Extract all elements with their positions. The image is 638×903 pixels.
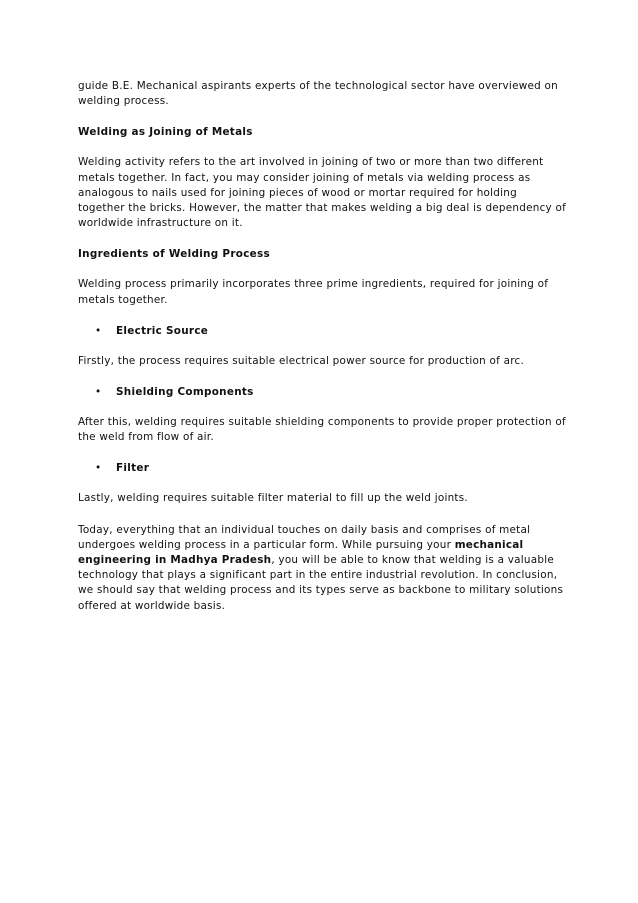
bullet-icon: • (95, 324, 102, 337)
section-paragraph (78, 277, 578, 307)
bullet-icon: • (95, 386, 102, 399)
bullet-item (78, 324, 578, 339)
bullet-title: Electric Source (116, 324, 209, 337)
text-line: Firstly, the process requires suitable electrical power source for production of arc. (78, 354, 525, 367)
bullet-paragraph (78, 415, 578, 445)
intro-paragraph (78, 79, 578, 109)
text-line: metals together. (78, 293, 168, 306)
section-paragraph (78, 155, 578, 231)
bullet-title: Filter (116, 462, 150, 475)
bullet-item (78, 385, 578, 400)
keyword-link-text: mechanical (454, 538, 524, 551)
text-line: technology that plays a significant part in the entire industrial revolution. In conclusion, (78, 569, 558, 582)
text-line: Today, everything that an individual touches on daily basis and comprises of metal (78, 523, 531, 536)
text-line (78, 538, 578, 553)
section-heading: Welding as Joining of Metals (78, 126, 253, 139)
text-span: undergoes welding process in a particular form. While pursuing your (78, 538, 455, 551)
keyword-link-text: engineering in Madhya Pradesh (78, 554, 272, 567)
text-line: we should say that welding process and its types serve as backbone to military solutions (78, 584, 564, 597)
text-line: together the bricks. However, the matter that makes welding a big deal is dependency of (78, 202, 567, 215)
text-line: offered at worldwide basis. (78, 599, 226, 612)
bullet-item (78, 461, 578, 476)
text-line: worldwide infrastructure on it. (78, 217, 243, 230)
section-heading: Ingredients of Welding Process (78, 248, 270, 261)
text-line: After this, welding requires suitable shielding components to provide proper protection of (78, 416, 566, 429)
closing-paragraph (78, 523, 578, 614)
text-line: Welding activity refers to the art involved in joining of two or more than two different (78, 156, 544, 169)
text-line: the weld from flow of air. (78, 431, 214, 444)
bullet-title: Shielding Components (116, 386, 254, 399)
text-line: Lastly, welding requires suitable filter material to fill up the weld joints. (78, 492, 468, 505)
text-line: welding process. (78, 95, 169, 108)
text-line: analogous to nails used for joining pieces of wood or mortar required for holding (78, 186, 517, 199)
text-span: , you will be able to know that welding is a valuable (271, 554, 555, 567)
text-line (78, 553, 578, 568)
bullet-paragraph (78, 491, 578, 506)
text-line: guide B.E. Mechanical aspirants experts of the technological sector have overviewed on (78, 80, 558, 92)
text-line: metals together. In fact, you may consider joining of metals via welding process as (78, 171, 531, 184)
text-line: Welding process primarily incorporates three prime ingredients, required for joining of (78, 278, 549, 291)
bullet-icon: • (95, 462, 102, 475)
bullet-paragraph (78, 354, 578, 369)
